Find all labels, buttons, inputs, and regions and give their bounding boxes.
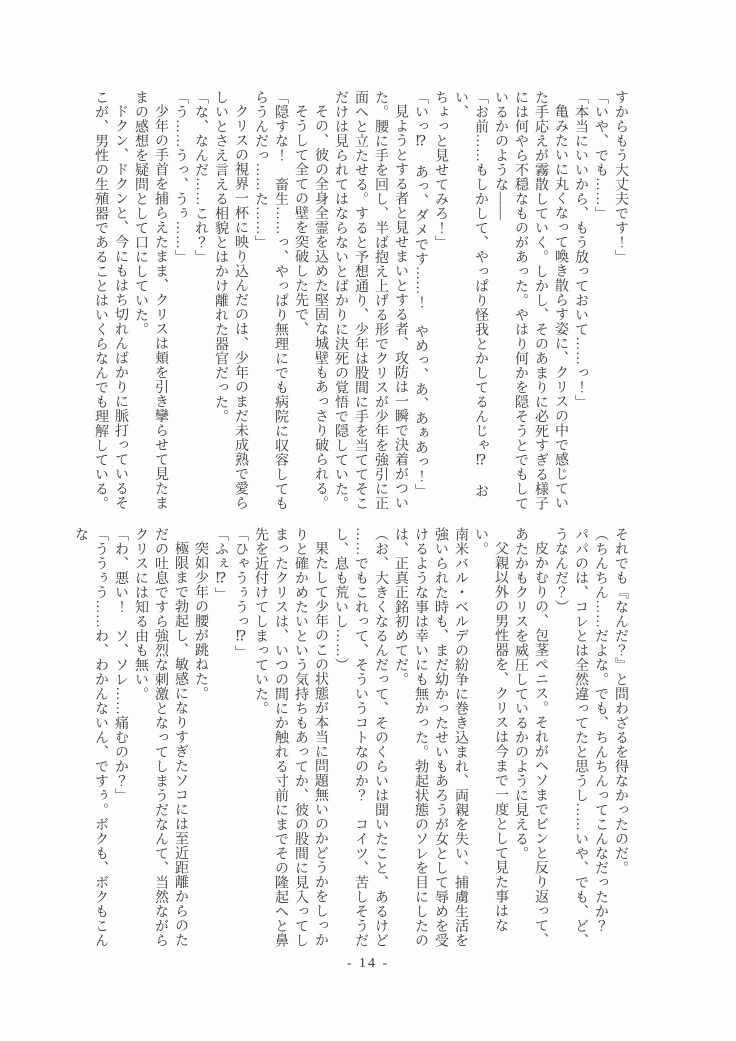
text-line: ドクン、ドクンと、今にもはち切れんばかりに脈打っているそ (113, 104, 128, 510)
text-line: りと確かめたいという気持ちもあってか、彼の股間に見入ってし (293, 527, 308, 948)
text-line: こが、男性の生殖器であることはいくらなんでも理解している。 (93, 90, 108, 511)
text-line: だの吐息ですら強烈な刺激となってしまうだなんて、当然ながら (153, 527, 168, 948)
text-block-top (93, 90, 630, 514)
text-line: 面へと立たせる。すると予想通り、少年は股間に手を当ててそこ (353, 90, 368, 511)
text-line: その、彼の全身全霊を込めた堅固な城壁もあっさり破られる。 (313, 104, 328, 510)
text-line: まったクリスは、いつの間にか触れる寸前にまでその隆起へと鼻 (273, 527, 288, 948)
text-line: あたかもクリスを威圧しているかのように見える。 (513, 527, 528, 861)
text-line: パパのは、コレとは全然違ってたと思うし……いや、でも、ど、 (573, 527, 588, 948)
text-line: ……でもこれって、そういうコトなのか？ コイツ、苦しそうだ (353, 527, 368, 948)
text-line: けるような事は幸いにも無かった。勃起状態のソレを目にしたの (413, 527, 428, 948)
text-line: 先を近付けてしまっていた。 (253, 527, 268, 716)
text-line: し、息も荒いし……） (333, 527, 348, 672)
text-line: いるかのような―― (493, 90, 508, 221)
text-line: （ちんちん……だよな。でも、ちんちんってこんなだったか？ (593, 527, 608, 933)
text-line: 「う……うっ、うぅ……」 (173, 90, 188, 264)
text-line: 亀みたいに丸くなって喚き散らす姿に、クリスの中で感じてい (553, 104, 568, 510)
text-line: 「お前……もしかして、やっぱり怪我とかしてるんじゃ⁉ おい、 (453, 90, 488, 498)
text-line: 「いや、でも……」 (593, 90, 608, 221)
text-block-bottom (73, 527, 630, 951)
text-line: 父親以外の男性器を、クリスは今まで一度として見た事はない。 (473, 527, 508, 933)
text-line: （お、大きくなるんだって、そのくらいは聞いたこと、あるけど (373, 527, 388, 948)
text-line: 「わ、悪い！ ソ、ソレ……痛むのか？」 (113, 527, 128, 803)
text-line: 「隠すな！ 畜生……っ、やっぱり無理にでも病院に収容しても (273, 90, 288, 511)
text-line: ちょっと見せてみろ！」 (433, 90, 448, 250)
text-line: それでも『なんだ？』と問わざるを得なかったのだ。 (613, 527, 628, 875)
text-line: クリスには知る由も無い。 (133, 527, 148, 701)
text-line: た手応えが霧散していく。しかし、そのあまりに必死すぎる様子 (533, 90, 548, 511)
text-line: 「いっ⁉ あっ、ダメです……！ やめっ、あ、あぁあっ！」 (413, 90, 428, 498)
text-line: まの感想を疑問として口にしていた。 (133, 90, 148, 337)
text-line: 見ようとする者と見せまいとする者、攻防は一瞬で決着がつい (393, 104, 408, 510)
text-line: 「本当にいいから、もう放っておいて……っ！」 (573, 90, 588, 409)
text-line: 少年の手首を捕らえたまま、クリスは頬を引き攣らせて見たま (153, 104, 168, 510)
text-line: クリスの視界一杯に映り込んだのは、少年のまだ未成熟で愛ら (233, 104, 248, 510)
text-line: は、正真正銘初めてだ。 (393, 527, 408, 687)
text-line: そうして全ての壁を突破した先で、 (293, 104, 308, 336)
text-line: 「ううぅう……わ、わかんないん、ですぅ。ボクも、ボクもこんな (73, 527, 108, 948)
text-line: だけは見られてはならないとばかりに決死の覚悟で隠していた。 (333, 90, 348, 511)
text-line: た。腰に手を回し、半ば抱え上げる形でクリスが少年を強引に正 (373, 90, 388, 511)
text-line: 皮かむりの、包茎ペニス。それがヘソまでビンと反り返って、 (533, 541, 548, 947)
page-number: - 14 - (346, 956, 390, 971)
text-line: 突如少年の腰が跳ねた。 (193, 541, 208, 701)
text-line: すからもう大丈夫です！」 (613, 90, 628, 264)
text-line: 強いられた時も、まだ幼かったせいもあろうが女として辱めを受 (433, 527, 448, 948)
text-line: 南米バル・ベルデの紛争に巻き込まれ、両親を失い、捕虜生活を (453, 527, 468, 948)
text-line: うなんだ？） (553, 527, 568, 614)
text-line: しいとさえ言える相貌とはかけ離れた器官だった。 (213, 90, 228, 424)
text-line: には何やら不穏なものがあった。やはり何かを隠そうとでもして (513, 90, 528, 511)
text-line: 「ひゃうぅうっ⁉」 (233, 527, 248, 660)
text-line: 果たして少年のこの状態が本当に問題無いのかどうかをしっか (313, 541, 328, 947)
text-line: 「ふぇ⁉」 (213, 527, 228, 602)
text-line: らうんだっ……た……」 (253, 90, 268, 250)
text-line: 極限まで勃起し、敏感になりすぎたソコには至近距離からのた (173, 541, 188, 947)
text-line: 「な、なんだ……これ？」 (193, 90, 208, 264)
